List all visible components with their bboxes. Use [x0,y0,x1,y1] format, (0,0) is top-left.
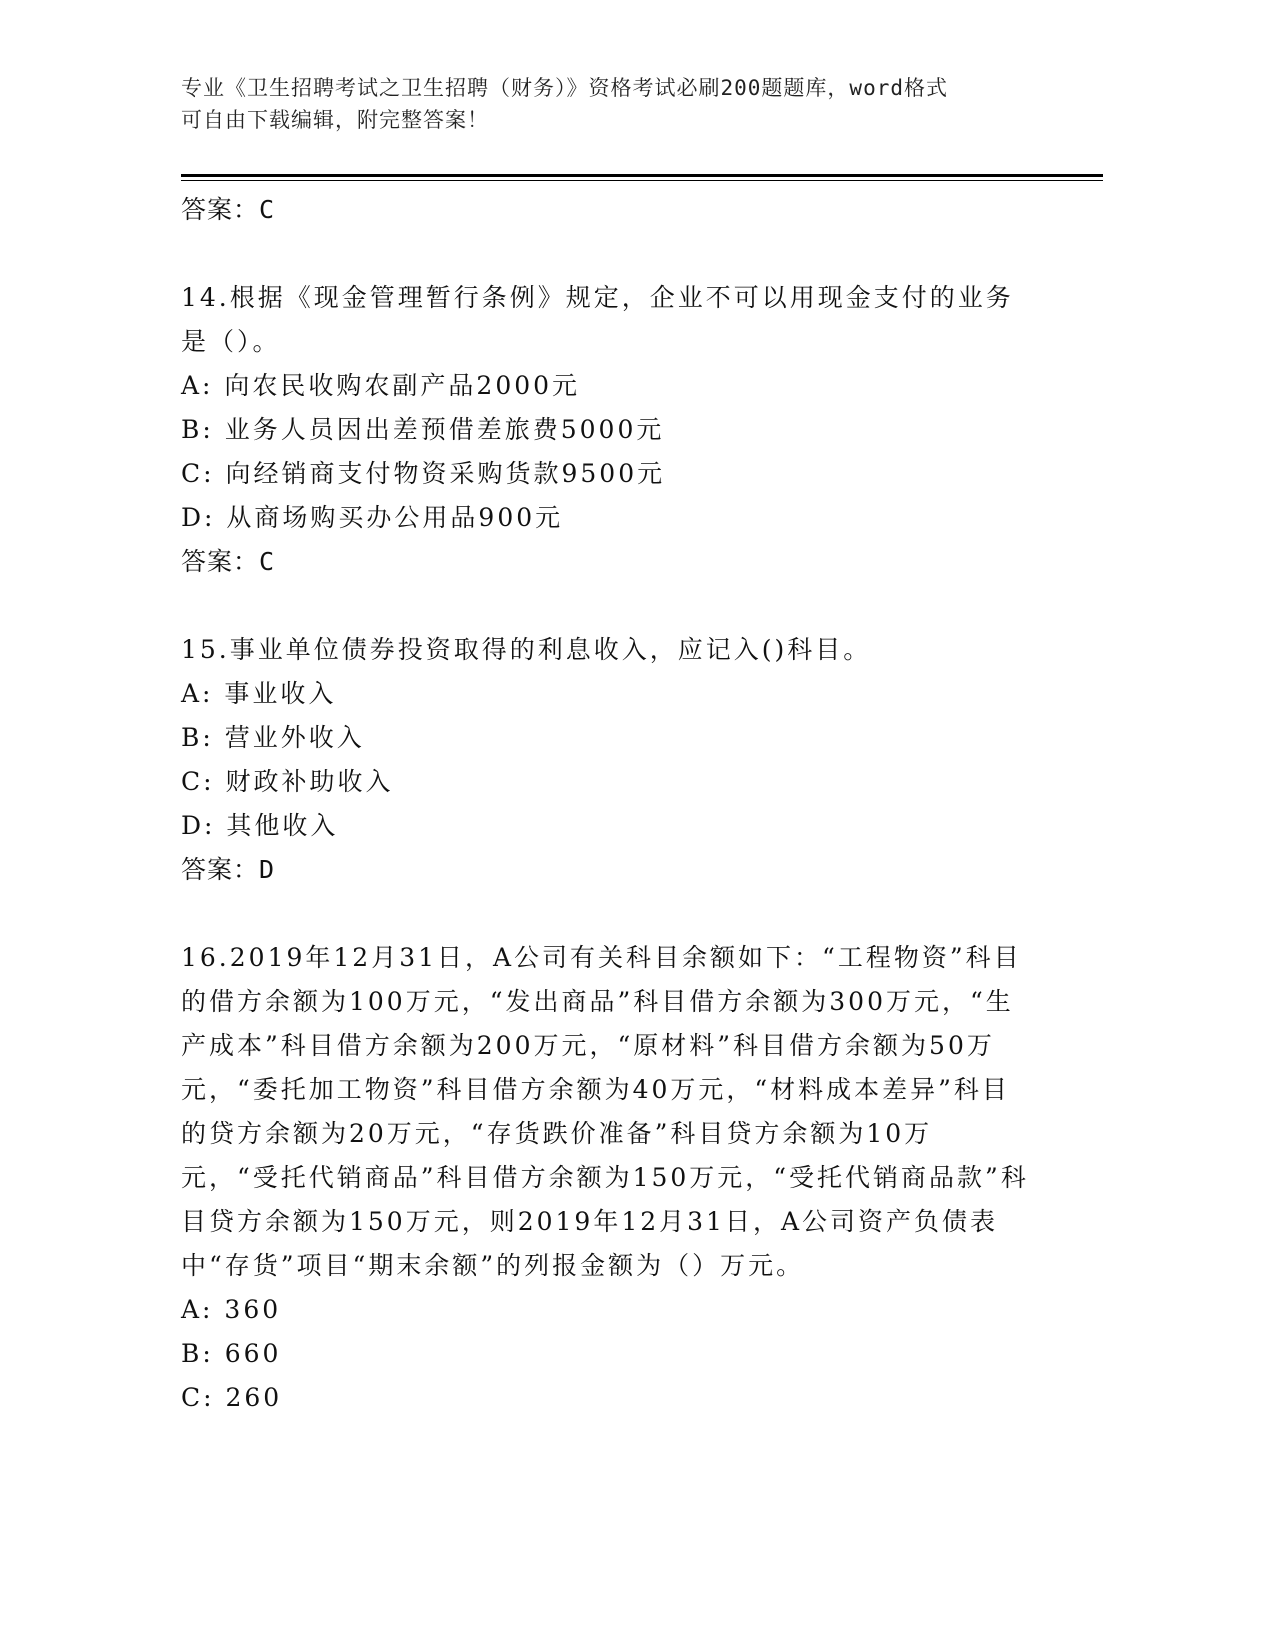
document-body [181,188,1031,1420]
option-a: A: 向农民收购农副产品2000元 [181,371,581,400]
option-c: C: 财政补助收入 [181,767,394,796]
header-line-2: 可自由下载编辑，附完整答案！ [181,108,489,132]
answer-line: 答案：C [181,547,276,576]
option-d: D: 从商场购买办公用品900元 [181,503,564,532]
option-c: C: 260 [181,1383,283,1412]
question-text: 15.事业单位债券投资取得的利息收入，应记入()科目。 [181,635,872,664]
question-text: 14.根据《现金管理暂行条例》规定，企业不可以用现金支付的业务是（）。 [181,283,1014,356]
header-rule-thin [181,180,1103,181]
option-a: A: 360 [181,1295,282,1324]
spacer [181,892,1031,936]
option-c: C: 向经销商支付物资采购货款9500元 [181,459,666,488]
question-block [181,628,1031,892]
answer-line: 答案：C [181,195,276,224]
option-b: B: 业务人员因出差预借差旅费5000元 [181,415,665,444]
document-header [181,72,1031,136]
answer-line: 答案：D [181,855,276,884]
header-rule-thick [181,174,1103,177]
header-line-1: 专业《卫生招聘考试之卫生招聘（财务）》资格考试必刷200题题库，word格式 [181,76,948,100]
option-b: B: 660 [181,1339,282,1368]
spacer [181,584,1031,628]
question-block [181,276,1031,584]
question-block [181,936,1031,1420]
question-text: 16.2019年12月31日，A公司有关科目余额如下：“工程物资”科目的借方余额为100万元，“发出商品”科目借方余额为300万元，“生产成本”科目借方余额为200万元，“原材料”科目借方余额为50万元，“委托加工物资”科目借方余额为40万元，“材料成本差异”科目的贷方余额为20万元，“存货跌价准备”科目贷方余额为10万元，“受托代销商品”科目借方余额为150万元，“受托代销商品款”科目贷方余额为150万元，则2019年12月31日，A公司资产负债表中“存货”项目“期末余额”的列报金额为（）万元。 [181,943,1029,1280]
option-a: A: 事业收入 [181,679,337,708]
option-b: B: 营业外收入 [181,723,365,752]
option-d: D: 其他收入 [181,811,339,840]
spacer [181,232,1031,276]
